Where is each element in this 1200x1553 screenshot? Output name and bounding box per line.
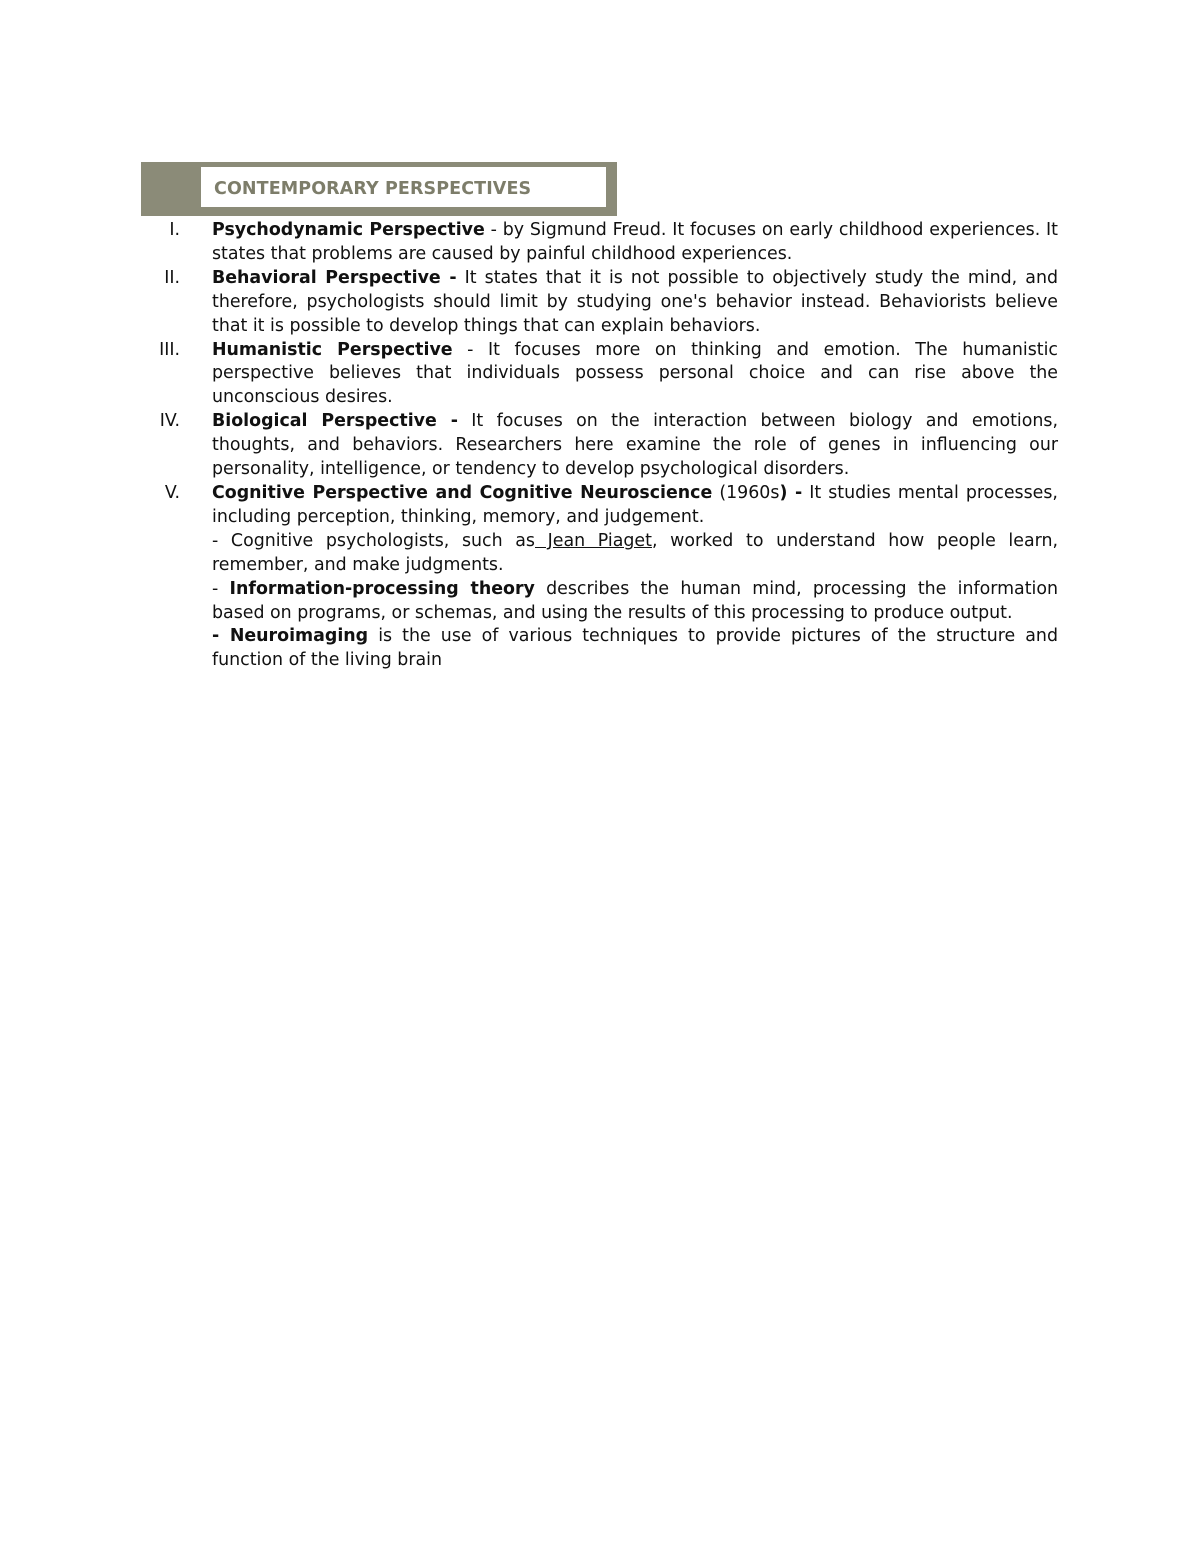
description-humanistic: - It focuses more on thinking and emotion. The humanistic perspective believes that individuals possess personal choice and can rise above the unconscious desires.: [212, 339, 1058, 408]
description-psychodynamic: - by Sigmund Freud. It focuses on early childhood experiences. It states that problems are caused by painful childhood experiences.: [212, 220, 1058, 264]
section-header-box: [200, 166, 607, 208]
list-item-behavioral: [150, 267, 1058, 339]
term-behavioral: Behavioral Perspective -: [212, 267, 457, 288]
description-behavioral: It states that it is not possible to objectively study the mind, and therefore, psychologists should limit by studying one's behavior instead. Behaviorists believe that it is possible to develop things that can explain behaviors.: [212, 267, 1059, 336]
term-psychodynamic: Psychodynamic Perspective: [212, 220, 485, 240]
list-numeral: I.: [169, 220, 180, 240]
description-neuroimaging: is the use of various techniques to provide pictures of the structure and function of the living brain: [212, 626, 1058, 671]
list-numeral: III.: [159, 339, 180, 360]
description-cognitive: It studies mental processes, including perception, thinking, memory, and judgement.: [212, 482, 1058, 527]
term-cognitive: Cognitive Perspective and Cognitive Neuroscience: [212, 482, 713, 503]
list-item-psychodynamic: [150, 219, 1058, 267]
perspectives-list: [150, 219, 1058, 673]
jean-piaget-name: Jean Piaget: [535, 530, 652, 551]
section-title: CONTEMPORARY PERSPECTIVES: [214, 179, 532, 199]
subpoint-prefix: -: [212, 578, 230, 599]
subpoint-prefix: - Cognitive psychologists, such as: [212, 530, 535, 551]
term-humanistic: Humanistic Perspective: [212, 339, 453, 360]
cognitive-subpoint-psychologists: [212, 530, 1058, 578]
subpoint-suffix: , worked to understand how people learn, remember, and make judgments.: [212, 530, 1058, 575]
list-numeral: II.: [164, 267, 180, 288]
cognitive-term-tail: ) -: [779, 482, 803, 503]
cognitive-date: (1960s: [712, 482, 780, 503]
description-information-processing: describes the human mind, processing the information based on programs, or schemas, and using the results of this processing to produce output.: [212, 578, 1059, 623]
list-item-biological: [150, 410, 1058, 482]
section-header: [141, 162, 617, 216]
list-item-cognitive: [150, 482, 1058, 673]
term-biological: Biological Perspective -: [212, 411, 458, 432]
description-biological: It focuses on the interaction between biology and emotions, thoughts, and behaviors. Researchers here examine the role of genes in influencing our personality, intelligence, or tendency to develop psychological disorders.: [212, 411, 1058, 480]
list-numeral: V.: [164, 482, 180, 503]
term-neuroimaging: - Neuroimaging: [212, 626, 369, 647]
term-information-processing: Information-processing theory: [229, 578, 535, 599]
list-numeral: IV.: [159, 411, 180, 432]
cognitive-subpoint-information-processing: [212, 578, 1058, 626]
list-item-humanistic: [150, 339, 1058, 411]
cognitive-subpoint-neuroimaging: [212, 625, 1058, 673]
